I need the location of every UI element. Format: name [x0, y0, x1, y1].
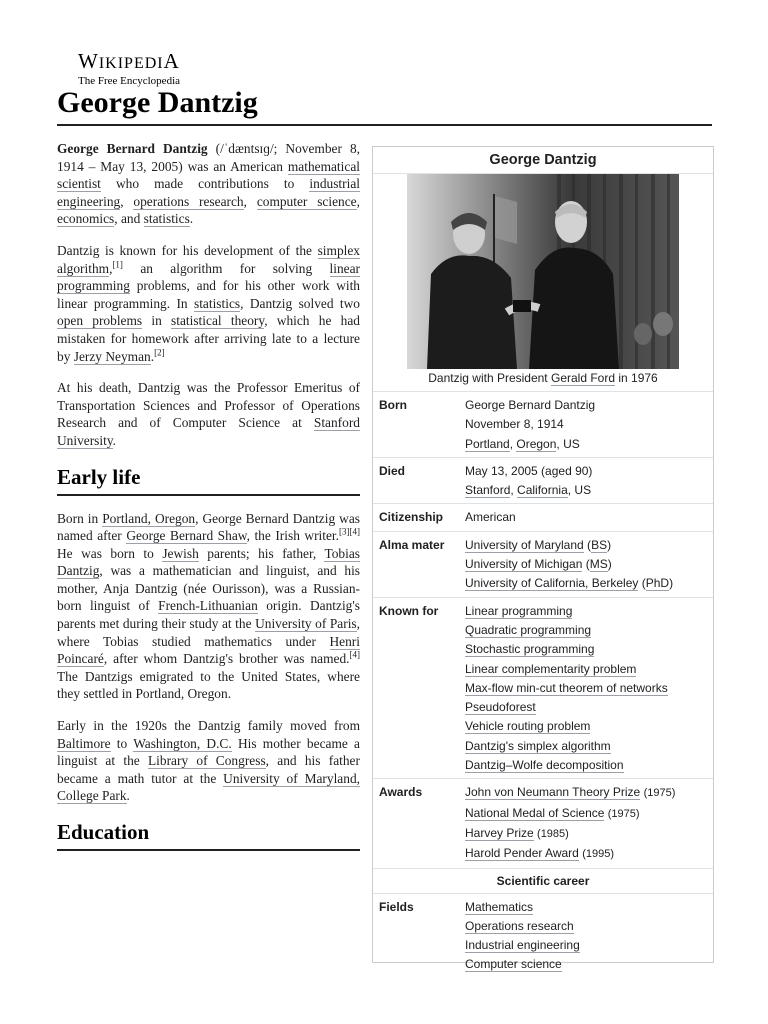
- citizenship-value: American: [465, 510, 516, 525]
- intro-paragraph-2: Dantzig is known for his development of the simplex algorithm,[1] an algorithm for solving linear programming problems, and for his other work with linear programming. In statistics, Dantzig solved two open problems in statistical theory, which he had mistaken for homework after arriving late to a lecture by Jerzy Neyman.[2]: [57, 242, 361, 364]
- link-statistics[interactable]: statistics: [143, 211, 190, 227]
- link-known-for[interactable]: Linear complementarity problem: [465, 661, 637, 676]
- intro-paragraph-3: At his death, Dantzig was the Professor Emeritus of Transportation Sciences and Professor of Operations Research and of Computer Science at Stanford University.: [57, 380, 360, 448]
- link-field[interactable]: Mathematics: [465, 899, 534, 914]
- link-known-for[interactable]: Vehicle routing problem: [465, 719, 591, 734]
- article-body: [57, 140, 360, 865]
- born-name: George Bernard Dantzig: [465, 398, 596, 412]
- link-award[interactable]: Harold Pender Award: [465, 846, 579, 861]
- title-divider: [57, 124, 712, 126]
- link-economics[interactable]: economics: [57, 211, 115, 227]
- born-date: November 8, 1914: [465, 417, 564, 432]
- link-washington-dc[interactable]: Washington, D.C.: [133, 735, 232, 751]
- link-french-lithuanian[interactable]: French-Lithuanian: [158, 598, 258, 614]
- intro-paragraph-1: George Bernard Dantzig (/ˈdæntsɪɡ/; November 8, 1914 – May 13, 2005) was an American mathematical scientist who made contributions to industrial engineering, operations research, computer science, economics, and statistics.: [57, 141, 360, 227]
- infobox-label-fields: Fields: [379, 899, 414, 914]
- section-heading-early-life: Early life: [57, 464, 360, 496]
- link-known-for[interactable]: Pseudoforest: [465, 700, 536, 715]
- link-alma-berkeley[interactable]: University of California, Berkeley: [465, 576, 639, 591]
- link-university-of-paris[interactable]: University of Paris: [255, 616, 357, 632]
- infobox-label-citizenship: Citizenship: [379, 510, 444, 525]
- link-born-portland[interactable]: Portland: [465, 436, 510, 451]
- link-field[interactable]: Computer science: [465, 957, 562, 972]
- link-degree-bs[interactable]: BS: [591, 537, 608, 552]
- page-title: George Dantzig: [57, 86, 258, 119]
- link-computer-science[interactable]: computer science: [256, 193, 357, 209]
- link-degree-ms[interactable]: MS: [589, 557, 608, 572]
- died-place: Stanford, California, US: [465, 483, 592, 498]
- link-mathematical-scientist[interactable]: mathematical scientist: [57, 158, 360, 192]
- wikipedia-logo[interactable]: [78, 51, 180, 87]
- early-life-paragraph-1: Born in Portland, Oregon, George Bernard Dantzig was named after George Bernard Shaw, the Irish writer.[3][4] He was born to Jewish parents; his father, Tobias Dantzig, was a mathematician and linguist, and his mother, Anja Dantzig (née Ourisson), was a Russian-born linguist of French-Lithuanian origin. Dantzig's parents met during their study at the University of Paris, where Tobias studied mathematics under Henri Poincaré, after whom Dantzig's brother was named.[4] The Dantzigs emigrated to the United States, where they settled in Portland, Oregon.: [57, 510, 361, 702]
- infobox-row-known-for: [373, 598, 713, 780]
- list-item: Harold Pender Award (1995): [465, 846, 614, 861]
- list-item: John von Neumann Theory Prize (1975): [465, 785, 676, 800]
- link-henri-poincare[interactable]: Henri Poincaré: [57, 633, 360, 667]
- infobox-row-fields: [373, 894, 713, 978]
- link-stanford-university[interactable]: Stanford University: [57, 415, 360, 448]
- infobox-label-known-for: Known for: [379, 603, 439, 618]
- link-gerald-ford[interactable]: Gerald Ford: [550, 371, 616, 385]
- logo-tagline: The Free Encyclopedia: [78, 75, 181, 87]
- link-degree-phd[interactable]: PhD: [645, 576, 670, 591]
- infobox-label-died: Died: [379, 463, 406, 478]
- list-item: National Medal of Science (1975): [465, 805, 640, 820]
- link-portland-oregon[interactable]: Portland, Oregon: [102, 510, 196, 526]
- infobox-title: George Dantzig: [373, 147, 713, 174]
- link-university-of-maryland-college-park[interactable]: University of Maryland, College Park: [57, 770, 360, 804]
- link-statistics-2[interactable]: statistics: [193, 295, 241, 311]
- link-tobias-dantzig[interactable]: Tobias Dantzig: [57, 545, 360, 579]
- infobox-row-awards: [373, 779, 713, 868]
- list-item: Harvey Prize (1985): [465, 825, 569, 840]
- link-died-california[interactable]: California: [517, 483, 568, 498]
- infobox-label-awards: Awards: [379, 785, 423, 800]
- link-george-bernard-shaw[interactable]: George Bernard Shaw: [126, 528, 247, 544]
- infobox-section-scientific-career: Scientific career: [373, 869, 713, 894]
- citation-1[interactable]: [1]: [112, 259, 123, 270]
- link-born-oregon[interactable]: Oregon: [516, 436, 557, 451]
- infobox-row-citizenship: [373, 504, 713, 531]
- infobox: [372, 146, 714, 972]
- infobox-label-born: Born: [379, 398, 407, 412]
- citation-3-4[interactable]: [3][4]: [339, 526, 361, 537]
- link-alma-michigan[interactable]: University of Michigan: [465, 557, 583, 572]
- link-field[interactable]: Operations research: [465, 918, 574, 933]
- born-place: Portland, Oregon, US: [465, 436, 580, 451]
- link-jerzy-neyman[interactable]: Jerzy Neyman: [73, 348, 151, 364]
- link-jewish[interactable]: Jewish: [162, 545, 199, 561]
- link-award[interactable]: Harvey Prize: [465, 825, 534, 840]
- list-item: University of Michigan (MS): [465, 557, 612, 572]
- link-known-for[interactable]: Stochastic programming: [465, 642, 595, 657]
- link-award[interactable]: John von Neumann Theory Prize: [465, 785, 641, 800]
- early-life-paragraph-2: Early in the 1920s the Dantzig family moved from Baltimore to Washington, D.C. His mother became a linguist at the Library of Congress, and his father became a math tutor at the University of Maryland, College Park.: [57, 718, 360, 804]
- link-died-stanford[interactable]: Stanford: [465, 483, 511, 498]
- citation-2[interactable]: [2]: [154, 347, 165, 358]
- infobox-label-alma-mater: Alma mater: [379, 537, 445, 552]
- link-known-for[interactable]: Dantzig–Wolfe decomposition: [465, 758, 624, 773]
- link-library-of-congress[interactable]: Library of Congress: [147, 753, 266, 769]
- link-award[interactable]: National Medal of Science: [465, 805, 605, 820]
- list-item: University of California, Berkeley (PhD): [465, 576, 674, 591]
- link-industrial-engineering[interactable]: industrial engineering: [57, 176, 360, 209]
- link-known-for[interactable]: Quadratic programming: [465, 622, 592, 637]
- infobox-row-died: [373, 458, 713, 505]
- link-open-problems[interactable]: open problems: [57, 313, 143, 329]
- link-known-for[interactable]: Dantzig's simplex algorithm: [465, 738, 611, 753]
- portrait-photo[interactable]: [407, 174, 679, 369]
- died-date: May 13, 2005 (aged 90): [465, 463, 593, 478]
- section-heading-education: Education: [57, 819, 360, 851]
- link-field[interactable]: Industrial engineering: [465, 938, 580, 953]
- logo-wordmark: WIKIPEDIA: [78, 49, 180, 73]
- photo-caption: Dantzig with President Gerald Ford in 1976: [373, 369, 713, 392]
- infobox-row-born: [373, 392, 713, 458]
- list-item: University of Maryland (BS): [465, 537, 612, 552]
- link-alma-maryland[interactable]: University of Maryland: [465, 537, 584, 552]
- link-operations-research[interactable]: operations research: [133, 193, 244, 209]
- link-statistical-theory[interactable]: statistical theory: [171, 313, 265, 329]
- link-known-for[interactable]: Linear programming: [465, 603, 573, 618]
- link-baltimore[interactable]: Baltimore: [57, 735, 111, 751]
- subject-name: George Bernard Dantzig: [57, 141, 208, 156]
- citation-4[interactable]: [4]: [349, 649, 360, 660]
- link-linear-programming[interactable]: linear programming: [57, 260, 361, 294]
- link-known-for[interactable]: Max-flow min-cut theorem of networks: [465, 680, 668, 695]
- infobox-row-alma-mater: [373, 532, 713, 598]
- link-simplex-algorithm[interactable]: simplex algorithm: [57, 242, 360, 276]
